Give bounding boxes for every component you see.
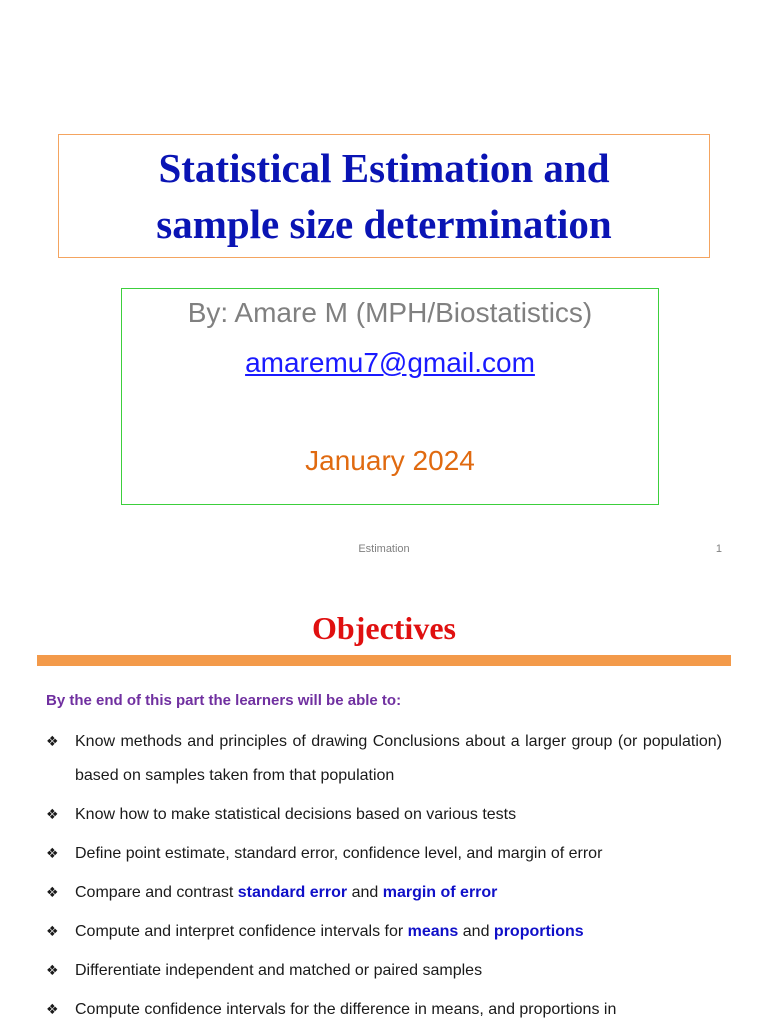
objective-text: Differentiate independent and matched or paired samples — [75, 962, 483, 979]
objective-item — [46, 876, 722, 910]
title-line-1: Statistical Estimation and — [158, 145, 610, 191]
slide-footer: Estimation — [358, 543, 410, 555]
objective-text: Know how to make statistical decisions based on various tests — [75, 806, 517, 823]
diamond-bullet-icon: ❖ — [46, 1001, 59, 1017]
highlight-term: standard error — [237, 884, 348, 901]
author-box — [121, 288, 659, 505]
title-divider-bar — [37, 655, 731, 666]
objective-item — [46, 837, 722, 871]
objective-text: Compute confidence intervals for the difference in means, and proportions in — [75, 1001, 617, 1018]
highlight-term: margin of error — [382, 884, 498, 901]
author-email-link[interactable]: amaremu7@gmail.com — [245, 347, 535, 378]
objective-text: Know methods and principles of drawing Conclusions about a larger group (or population) based on samples taken from that population — [75, 733, 722, 784]
objective-item — [46, 993, 722, 1024]
title-line-2: sample size determination — [156, 201, 612, 247]
diamond-bullet-icon: ❖ — [46, 733, 59, 749]
objective-item — [46, 954, 722, 988]
diamond-bullet-icon: ❖ — [46, 962, 59, 978]
page-number: 1 — [715, 543, 722, 555]
objectives-slide — [0, 580, 768, 1024]
diamond-bullet-icon: ❖ — [46, 884, 59, 900]
diamond-bullet-icon: ❖ — [46, 845, 59, 861]
objective-text: Define point estimate, standard error, confidence level, and margin of error — [75, 845, 603, 862]
objectives-title: Objectives — [312, 610, 456, 646]
objective-text — [75, 876, 722, 910]
objective-item — [46, 798, 722, 832]
objectives-intro: By the end of this part the learners will be able to: — [46, 692, 402, 709]
highlight-term: proportions — [493, 923, 584, 940]
text-part: and — [458, 923, 494, 940]
slide-title — [156, 140, 611, 252]
author-name: By: Amare M (MPH/Biostatistics) — [187, 297, 593, 328]
text-part: Compute and interpret confidence intervals for — [75, 923, 408, 940]
text-part: and — [347, 884, 383, 901]
highlight-term: means — [407, 923, 459, 940]
diamond-bullet-icon: ❖ — [46, 923, 59, 939]
objective-text — [75, 915, 722, 949]
presentation-date: January 2024 — [305, 445, 475, 476]
diamond-bullet-icon: ❖ — [46, 806, 59, 822]
objective-item — [46, 915, 722, 949]
title-box — [58, 134, 710, 258]
text-part: Compare and contrast — [75, 884, 238, 901]
objective-item — [46, 725, 722, 793]
